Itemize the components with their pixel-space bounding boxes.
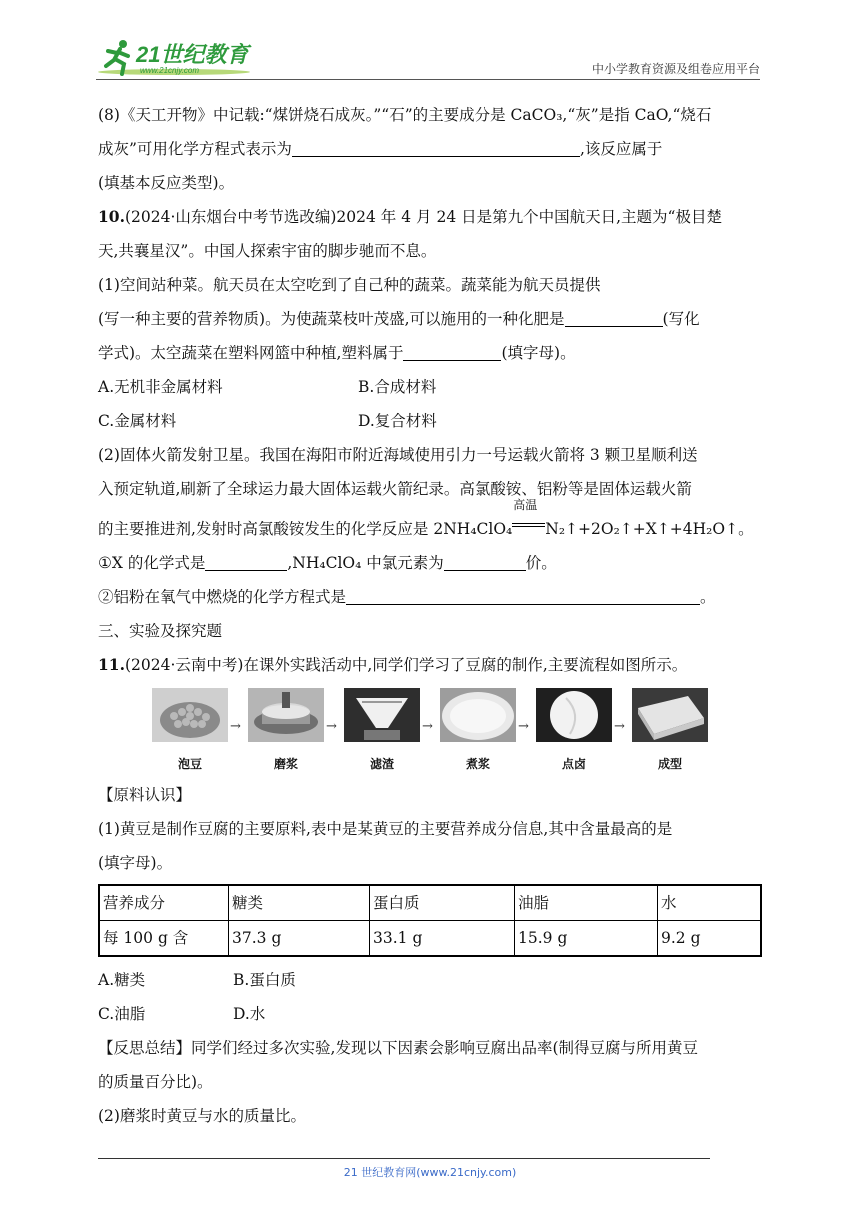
question-11 [98,648,762,682]
summary-line2: 的质量百分比)。 [98,1073,213,1091]
q11-part1 [98,778,762,880]
q10-stem-line1: (2024·山东烟台中考节选改编)2024 年 4 月 24 日是第九个中国航天日,主题为“极目楚 [124,208,722,226]
q11-stem: (2024·云南中考)在课外实践活动中,同学们学习了豆腐的制作,主要流程如图所示。 [124,656,688,674]
q10-p1-line1: (1)空间站种菜。航天员在太空吃到了自己种的蔬菜。蔬菜能为航天员提供 [98,276,601,294]
table-header-cell: 糖类 [229,885,370,921]
reaction-condition [512,498,545,534]
q11-options [98,963,762,1133]
q11-p1-line2: (填字母)。 [98,854,173,872]
table-cell: 37.3 g [229,921,370,957]
flow-arrow-icon: → [518,719,529,734]
table-cell: 33.1 g [370,921,515,957]
condition-label: 高温 [513,498,538,512]
tofu-process-flow [152,688,762,774]
heading-reflection: 【反思总结】 [98,1039,192,1057]
flow-arrow-icon: → [422,719,433,734]
table-header-cell: 营养成分 [99,885,229,921]
svg-text:www.21cnjy.com: www.21cnjy.com [140,66,199,75]
q10-p1-line2-post: (写化 [662,310,700,328]
q9-8-line2-post: ,该反应属于 [579,140,663,158]
table-cell: 9.2 g [658,921,762,957]
q10-p1-line3-pre: 学式)。太空蔬菜在塑料网篮中种植,塑料属于 [98,344,404,362]
option-a[interactable]: A.无机非金属材料 [98,378,223,396]
q11-p1-line1: (1)黄豆是制作豆腐的主要原料,表中是某黄豆的主要营养成分信息,其中含量最高的是 [98,820,673,838]
q10-p2-line3-pre: 的主要推进剂,发射时高氯酸铵发生的化学反应是 [98,520,429,538]
table-header-cell: 蛋白质 [370,885,515,921]
question-content [98,98,762,1133]
option-d[interactable]: D.水 [233,1005,266,1023]
equation-reactant: 2NH₄ClO₄ [433,520,513,538]
footer-divider [98,1158,710,1159]
answer-blank[interactable] [444,552,526,571]
q10-options-row2 [98,404,762,438]
q10-sub1-mid: ,NH₄ClO₄ 中氯元素为 [287,554,444,572]
answer-blank[interactable] [205,552,287,571]
q10-options-row1 [98,370,762,404]
step-label: 泡豆 [177,757,202,771]
table-cell: 每 100 g 含 [99,921,229,957]
step-filter [344,688,420,774]
option-a[interactable]: A.糖类 [98,971,146,989]
platform-name: 中小学教育资源及组卷应用平台 [591,62,760,76]
q10-sub1-post: 价。 [525,554,557,572]
section-heading: 三、实验及探究题 [98,622,223,640]
q10-p2-line2: 入预定轨道,刷新了全球运力最大固体运载火箭纪录。高氯酸铵、铝粉等是固体运载火箭 [98,480,692,498]
option-c[interactable]: C.金属材料 [98,412,177,430]
q9-8-line2-pre: 成灰”可用化学方程式表示为 [98,140,292,158]
step-shape [632,688,708,774]
answer-blank[interactable] [292,138,580,157]
svg-text:21世纪教育: 21世纪教育 [136,42,249,67]
coagulation-photo [536,688,612,742]
table-header-row [99,885,761,921]
option-b[interactable]: B.合成材料 [358,378,437,396]
table-header-cell: 水 [658,885,762,921]
step-label: 滤渣 [369,757,394,771]
q10-sub2-pre: ②铝粉在氧气中燃烧的化学方程式是 [98,588,347,606]
q10-number: 10. [98,207,125,226]
stone-mill-photo [248,688,324,742]
boiling-pot-photo [440,688,516,742]
flow-arrow-icon: → [614,719,625,734]
tofu-block-photo [632,688,708,742]
table-row [99,921,761,957]
q10-sub1-pre: ①X 的化学式是 [98,554,206,572]
option-d[interactable]: D.复合材料 [358,412,437,430]
step-boil [440,688,516,774]
step-label: 点卤 [561,757,586,771]
step-coagulate [536,688,612,774]
q9-part8 [98,98,762,200]
summary-line1: 同学们经过多次实验,发现以下因素会影响豆腐出品率(制得豆腐与所用黄豆 [191,1039,698,1057]
flow-arrow-icon: → [326,719,337,734]
q10-p1-line2-pre: (写一种主要的营养物质)。为使蔬菜枝叶茂盛,可以施用的一种化肥是 [98,310,565,328]
q10-p2-line1: (2)固体火箭发射卫星。我国在海阳市附近海域使用引力一号运载火箭将 3 颗卫星顺利送 [98,446,698,464]
page-header [96,36,760,80]
table-header-cell: 油脂 [515,885,658,921]
footer-text[interactable]: 21 世纪教育网(www.21cnjy.com) [343,1166,517,1179]
q10-stem-line2: 天,共襄星汉”。中国人探索宇宙的脚步驰而不息。 [98,242,437,260]
q9-8-line3: (填基本反应类型)。 [98,174,235,192]
option-b[interactable]: B.蛋白质 [233,971,296,989]
nutrition-table [98,884,762,957]
step-label: 磨浆 [273,757,298,771]
step-grind [248,688,324,774]
site-logo [96,36,266,80]
q10-sub2-post: 。 [700,588,716,606]
flow-arrow-icon: → [230,719,241,734]
answer-blank[interactable] [403,342,501,361]
answer-blank[interactable] [565,308,663,327]
q10-equation-line [98,498,762,546]
q11-number: 11. [98,655,125,674]
question-10 [98,200,762,614]
step-label: 煮浆 [465,757,490,771]
answer-blank[interactable] [346,586,700,605]
filter-cloth-photo [344,688,420,742]
table-cell: 15.9 g [515,921,658,957]
step-label: 成型 [657,757,682,771]
step-soak [152,688,228,774]
header-divider [96,79,760,80]
soybeans-photo [152,688,228,742]
q11-part2: (2)磨浆时黄豆与水的质量比。 [98,1107,306,1125]
equation-products: N₂↑+2O₂↑+X↑+4H₂O↑。 [545,520,754,538]
q10-p1-line3-post: (填字母)。 [501,344,576,362]
runner-icon [106,40,128,74]
heading-raw-materials: 【原料认识】 [98,786,192,804]
option-c[interactable]: C.油脂 [98,1005,146,1023]
q9-8-line1: (8)《天工开物》中记载:“煤饼烧石成灰。”“石”的主要成分是 CaCO₃,“灰”是指 CaO,“烧石 [98,106,712,124]
